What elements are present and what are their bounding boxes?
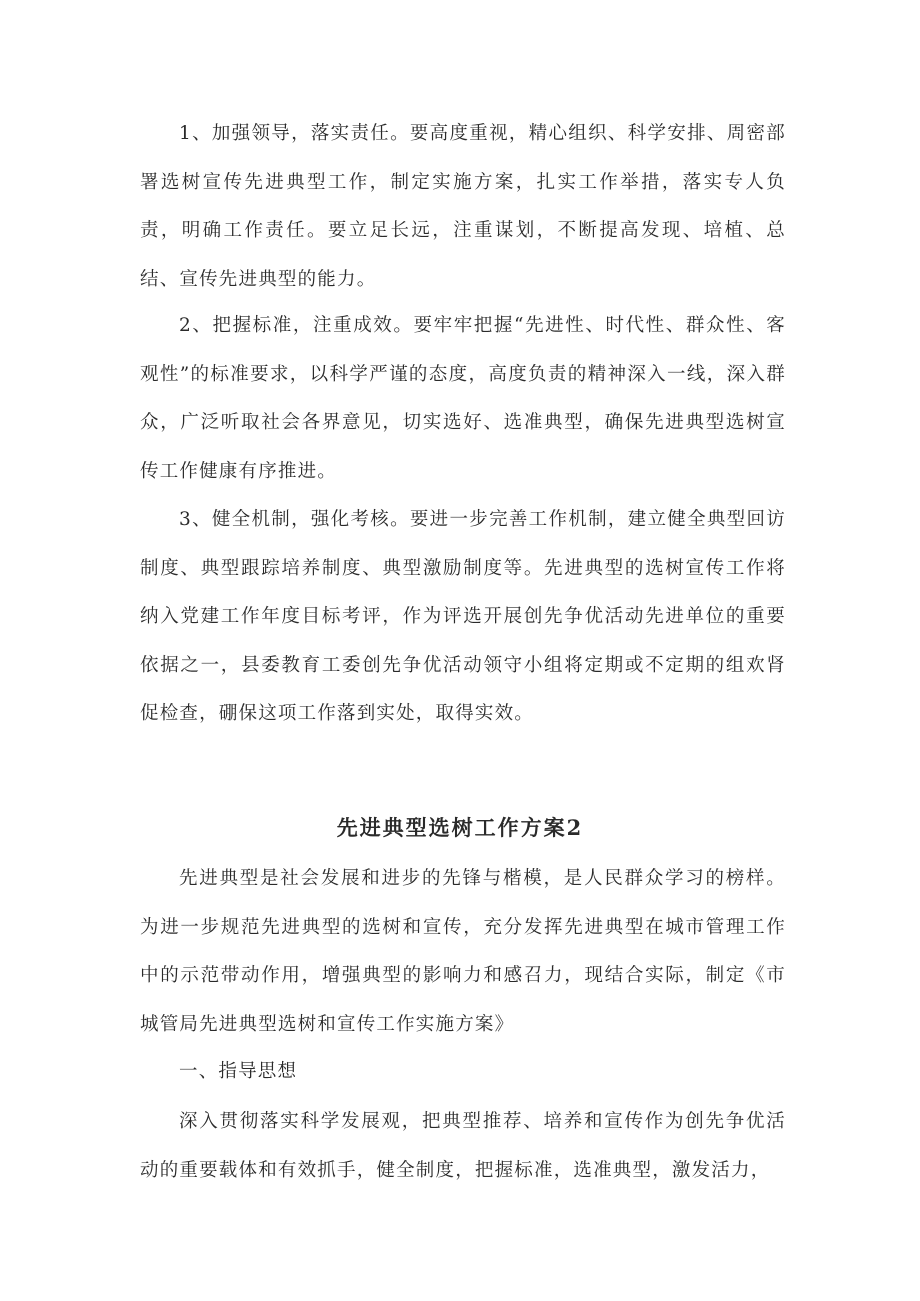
paragraph-responsibility: 1、加强领导，落实责任。要高度重视，精心组织、科学安排、周密部署选树宣传先进典型工作，制定实施方案，扎实工作举措，落实专人负责，明确工作责任。要立足长远，注重谋划，不断提高发现、培植、总结、宣传先进典型的能力。 (140, 123, 786, 290)
section-title: 先进典型选树工作方案2 (336, 815, 584, 840)
paragraph-standards: 2、把握标准，注重成效。要牢牢把握“先进性、时代性、群众性、客观性”的标准要求，以科学严谨的态度，高度负责的精神深入一线，深入群众，广泛听取社会各界意见，切实选好、选准典型，确保先进典型选树宣传工作健康有序推进。 (140, 315, 786, 482)
paragraph-intro: 先进典型是社会发展和进步的先锋与楷模，是人民群众学习的榜样。为进一步规范先进典型的选树和宣传，充分发挥先进典型在城市管理工作中的示范带动作用，增强典型的影响力和感召力，现结合实际，制定《市城管局先进典型选树和宣传工作实施方案》 (140, 868, 786, 1035)
paragraph-guiding-ideology: 深入贯彻落实科学发展观，把典型推荐、培养和宣传作为创先争优活动的重要载体和有效抓手，健全制度，把握标准，选准典型，激发活力， (140, 1111, 786, 1181)
paragraph-mechanism: 3、健全机制，强化考核。要进一步完善工作机制，建立健全典型回访制度、典型跟踪培养制度、典型激励制度等。先进典型的选树宣传工作将纳入党建工作年度目标考评，作为评选开展创先争优活动先进单位的重要依据之一，县委教育工委创先争优活动领守小组将定期或不定期的组欢肾促检查，硼保这项工作落到实处，取得实效。 (140, 509, 786, 724)
heading-guiding-ideology: 一、指导思想 (179, 1061, 298, 1082)
